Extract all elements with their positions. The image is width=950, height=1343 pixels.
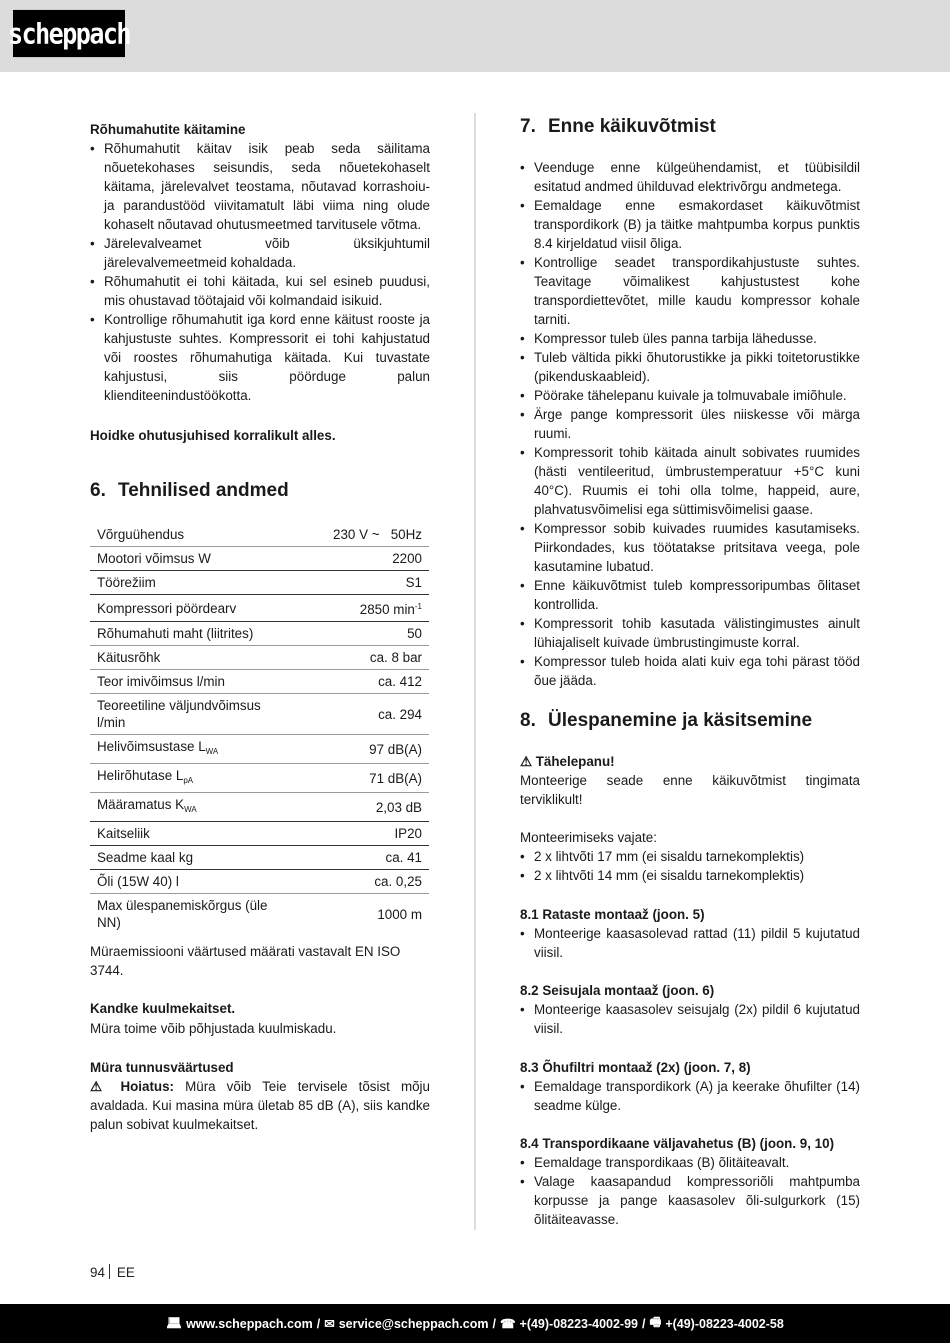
list-item: • Kompressorit tohib käitada ainult sobivates ruumides (hästi ventileeritud, ümbrustemperatuur +5°C kuni 40°C). Ruumis ei tohi olla tolme, happeid, aure, plahvatusvõimelisi ega süttimisvõimelisi gaase. <box>520 443 860 519</box>
spec-value-text: 230 V ~ 50Hz <box>333 527 422 542</box>
spec-row <box>90 595 429 622</box>
section-title: Ülespanemine ja käsitsemine <box>548 710 813 731</box>
brand-logo: scheppach <box>13 10 125 57</box>
spec-value-text: ca. 41 <box>385 850 422 865</box>
list-item: • Kontrollige rõhumahutit iga kord enne käitust rooste ja kahjustuste suhtes. Kompressorit ei tohi kahjustatud või roostes rõhumahutiga käitada. Kui tuvastate kahjustusi, siis pöörduge palun klienditeenindustöökotta. <box>90 310 430 405</box>
spec-value-text: IP20 <box>394 826 422 841</box>
spec-label <box>90 622 284 646</box>
spec-label <box>90 547 284 571</box>
spec-label <box>90 735 284 764</box>
list-item: • Kompressor tuleb üles panna tarbija lähedusse. <box>520 329 860 348</box>
spec-value <box>284 894 429 935</box>
spec-row <box>90 822 429 846</box>
list-item: • Monteerige kaasasolev seisujalg (2x) pildil 6 kujutatud viisil. <box>520 1000 860 1038</box>
list-item: • 2 x lihtvõti 17 mm (ei sisaldu tarnekomplektis) <box>520 847 860 866</box>
spec-value-text: 2850 min <box>359 602 415 617</box>
divider <box>109 1264 110 1279</box>
list-item: • Eemaldage transpordikork (A) ja keerake õhufilter (14) seadme külge. <box>520 1077 860 1115</box>
list-item: • Rõhumahutit käitav isik peab seda säilitama nõuetekohases seisundis, seda nõuetekohaselt käitama, järelevalvet teostama, nõutavad korrashoiu- ja parandustööd viivitamatult läbi viima ning olude kohaselt nõutavad ohutusmeetmed tarvitusele võtma. <box>90 139 430 234</box>
section-8-heading <box>520 709 812 733</box>
separator: / <box>316 1316 321 1331</box>
list-item: • Veenduge enne külgeühendamist, et tüübisildil esitatud andmed ühilduvad elektrivõrgu andmetega. <box>520 158 860 196</box>
spec-value <box>284 646 429 670</box>
page-number: 94 <box>90 1265 105 1280</box>
spec-value <box>284 870 429 894</box>
list-item: • 2 x lihtvõti 14 mm (ei sisaldu tarnekomplektis) <box>520 866 860 885</box>
spec-value-text: 97 dB(A) <box>369 741 422 757</box>
subsection-bullets <box>520 924 860 962</box>
noise-note: Müraemissiooni väärtused määrati vastavalt EN ISO 3744. <box>90 944 401 978</box>
spec-label <box>90 523 284 547</box>
spec-label <box>90 571 284 595</box>
spec-label-text: Kaitseliik <box>97 826 150 841</box>
spec-label <box>90 793 284 822</box>
spec-row <box>90 547 429 571</box>
spec-value-text: ca. 0,25 <box>374 874 422 889</box>
section-7-heading <box>520 115 716 139</box>
list-item: • Kompressorit tohib kasutada välistingimustes ainult lühiajaliselt kuivade ümbrustingimuste korral. <box>520 614 860 652</box>
spec-value-text: ca. 8 bar <box>369 650 422 665</box>
section-number: 6. <box>90 480 106 501</box>
spec-value <box>284 670 429 694</box>
spec-label <box>90 694 284 735</box>
attention-label: Tähelepanu! <box>535 754 615 769</box>
spec-label-text: Max ülespanemiskõrgus (üle NN) <box>97 898 268 930</box>
spec-label <box>90 595 284 622</box>
spec-value <box>284 571 429 595</box>
spec-value <box>284 735 429 764</box>
spec-value-text: S1 <box>405 575 422 590</box>
spec-row <box>90 894 429 935</box>
list-item: • Ärge pange kompressorit üles niiskesse või märga ruumi. <box>520 405 860 443</box>
spec-value-text: 2200 <box>392 551 422 566</box>
spec-row <box>90 571 429 595</box>
spec-value <box>284 622 429 646</box>
spec-value-text: 50 <box>407 626 422 641</box>
spec-value-text: 1000 m <box>377 906 422 922</box>
spec-row <box>90 694 429 735</box>
spec-label <box>90 870 284 894</box>
spec-value-text: ca. 412 <box>378 674 422 689</box>
spec-value-text: 2,03 dB <box>375 799 422 815</box>
fax-number: +(49)-08223-4002-58 <box>665 1316 784 1331</box>
spec-label-text: Teor imivõimsus l/min <box>97 674 225 689</box>
list-item: • Tuleb vältida pikki õhutorustikke ja pikki toitetorustikke (pikenduskaableid). <box>520 348 860 386</box>
operating-bullets <box>90 139 430 405</box>
section-7-bullets <box>520 158 860 690</box>
separator: / <box>642 1316 646 1331</box>
spec-value <box>284 764 429 793</box>
separator: / <box>492 1316 496 1331</box>
header-band <box>0 0 950 72</box>
section-6-heading <box>90 479 289 503</box>
list-item: • Eemaldage enne esmakordaset käikuvõtmist transpordikork (B) ja täitke mahtpumba korpus punktis 8.4 kirjeldatud viisil õliga. <box>520 196 860 253</box>
section-number: 7. <box>520 116 536 137</box>
keep-instructions: Hoidke ohutusjuhised korralikult alles. <box>90 428 336 443</box>
spec-label-text: Mootori võimsus W <box>97 551 211 566</box>
list-item: • Kontrollige seadet transpordikahjustuste suhtes. Teavitage võimalikest kahjustustest kohe transpordiettevõtet, mille kaudu kompressor kohale tarniti. <box>520 253 860 329</box>
spec-row <box>90 670 429 694</box>
spec-value <box>284 595 429 622</box>
warning-text: Müra võib Teie tervisele tõsist mõju avaldada. Kui masina müra ületab 85 dB (A), siis kandke palun sobivat kuulmekaitset. <box>90 1079 430 1132</box>
hearing-text: Müra toime võib põhjustada kuulmiskadu. <box>90 1021 337 1036</box>
warning-triangle-icon: ⚠ <box>90 1079 110 1094</box>
section-title: Tehnilised andmed <box>118 480 289 501</box>
spec-value <box>284 523 429 547</box>
spec-label <box>90 894 284 935</box>
spec-label-text: Teoreetiline väljundvõimsus l/min <box>97 698 261 730</box>
spec-label-text: Määramatus K <box>97 797 185 812</box>
list-item: • Eemaldage transpordikaas (B) õlitäiteavalt. <box>520 1153 860 1172</box>
spec-row <box>90 846 429 870</box>
spec-row <box>90 764 429 793</box>
tools-list <box>520 847 860 885</box>
subsection-title: 8.2 Seisujala montaaž (joon. 6) <box>520 983 715 998</box>
spec-label-subscript: WA <box>205 747 219 756</box>
spec-label-text: Võrguühendus <box>97 527 185 542</box>
subsection-bullets <box>520 1077 860 1115</box>
list-item: • Valage kaasapandud kompressoriõli mahtpumba korpusse ja pange kaasasolev õli-sulgurkork (15) õlitäiteavasse. <box>520 1172 860 1229</box>
noise-warning <box>90 1077 430 1134</box>
subsection-title: 8.1 Rataste montaaž (joon. 5) <box>520 907 705 922</box>
fax-icon: 🖷︎ <box>649 1315 662 1329</box>
spec-table <box>90 523 429 934</box>
spec-label-subscript: WA <box>184 805 197 814</box>
spec-label <box>90 670 284 694</box>
spec-value-text: 71 dB(A) <box>369 770 422 786</box>
spec-value <box>284 694 429 735</box>
spec-label-subscript: pA <box>183 776 194 785</box>
spec-row <box>90 793 429 822</box>
spec-row <box>90 646 429 670</box>
website-link[interactable]: www.scheppach.com <box>186 1316 313 1331</box>
spec-label-text: Käitusrõhk <box>97 650 161 665</box>
column-divider <box>474 113 476 1230</box>
phone-number: +(49)-08223-4002-99 <box>519 1316 639 1331</box>
spec-row <box>90 523 429 547</box>
phone-icon: ☎ <box>499 1317 516 1331</box>
spec-label-text: Helirõhutase L <box>97 768 184 783</box>
spec-value-text: ca. 294 <box>378 706 422 722</box>
list-item: • Kompressor sobib kuivades ruumides kasutamiseks. Piirkondades, kus töötatakse pritsitava veega, pole kasutamine lubatud. <box>520 519 860 576</box>
warning-triangle-icon: ⚠ <box>520 754 533 769</box>
page-number-block <box>90 1264 135 1280</box>
subsection-bullets <box>520 1000 860 1038</box>
spec-label-text: Rõhumahuti maht (liitrites) <box>97 626 254 641</box>
spec-label-text: Töörežiim <box>97 575 156 590</box>
spec-value <box>284 547 429 571</box>
list-item: • Enne käikuvõtmist tuleb kompressoripumbas õlitaset kontrollida. <box>520 576 860 614</box>
subsection-bullets <box>520 1153 860 1229</box>
attention-heading <box>520 752 615 771</box>
tools-intro: Monteerimiseks vajate: <box>520 830 657 845</box>
section-number: 8. <box>520 710 536 731</box>
spec-label-text: Seadme kaal kg <box>97 850 194 865</box>
subsection-title: 8.4 Transpordikaane väljavahetus (B) (joon. 9, 10) <box>520 1136 835 1151</box>
spec-label <box>90 764 284 793</box>
attention-text: Monteerige seade enne käikuvõtmist tingimata terviklikult! <box>520 773 860 807</box>
spec-row <box>90 622 429 646</box>
spec-value-superscript: -1 <box>414 602 422 611</box>
computer-icon: 💻︎ <box>166 1316 183 1330</box>
mail-icon: ✉ <box>324 1317 335 1331</box>
language-code: EE <box>116 1265 135 1280</box>
footer-contact-bar <box>0 1304 950 1343</box>
list-item: • Rõhumahutit ei tohi käitada, kui sel esineb puudusi, mis ohustavad töötajaid või kolmandaid isikuid. <box>90 272 430 310</box>
operating-title: Rõhumahutite käitamine <box>90 122 246 137</box>
spec-label <box>90 646 284 670</box>
spec-label-text: Õli (15W 40) l <box>97 874 179 889</box>
warning-label: Hoiatus: <box>120 1079 175 1094</box>
subsection-title: 8.3 Õhufiltri montaaž (2x) (joon. 7, 8) <box>520 1060 751 1075</box>
spec-label-text: Helivõimsustase L <box>97 739 206 754</box>
spec-label <box>90 822 284 846</box>
section-title: Enne käikuvõtmist <box>548 116 716 137</box>
spec-label <box>90 846 284 870</box>
spec-value <box>284 846 429 870</box>
noise-values-title: Müra tunnusväärtused <box>90 1060 234 1075</box>
spec-row <box>90 870 429 894</box>
spec-value <box>284 793 429 822</box>
spec-row <box>90 735 429 764</box>
list-item: • Kompressor tuleb hoida alati kuiv ega tohi pärast tööd õue jääda. <box>520 652 860 690</box>
list-item: • Järelevalveamet võib üksikjuhtumil järelevalvemeetmeid kohaldada. <box>90 234 430 272</box>
hearing-title: Kandke kuulmekaitset. <box>90 1001 236 1016</box>
email-link[interactable]: service@scheppach.com <box>338 1316 489 1331</box>
spec-value <box>284 822 429 846</box>
list-item: • Monteerige kaasasolevad rattad (11) pildil 5 kujutatud viisil. <box>520 924 860 962</box>
spec-label-text: Kompressori pöördearv <box>97 600 237 616</box>
list-item: • Pöörake tähelepanu kuivale ja tolmuvabale imiõhule. <box>520 386 860 405</box>
